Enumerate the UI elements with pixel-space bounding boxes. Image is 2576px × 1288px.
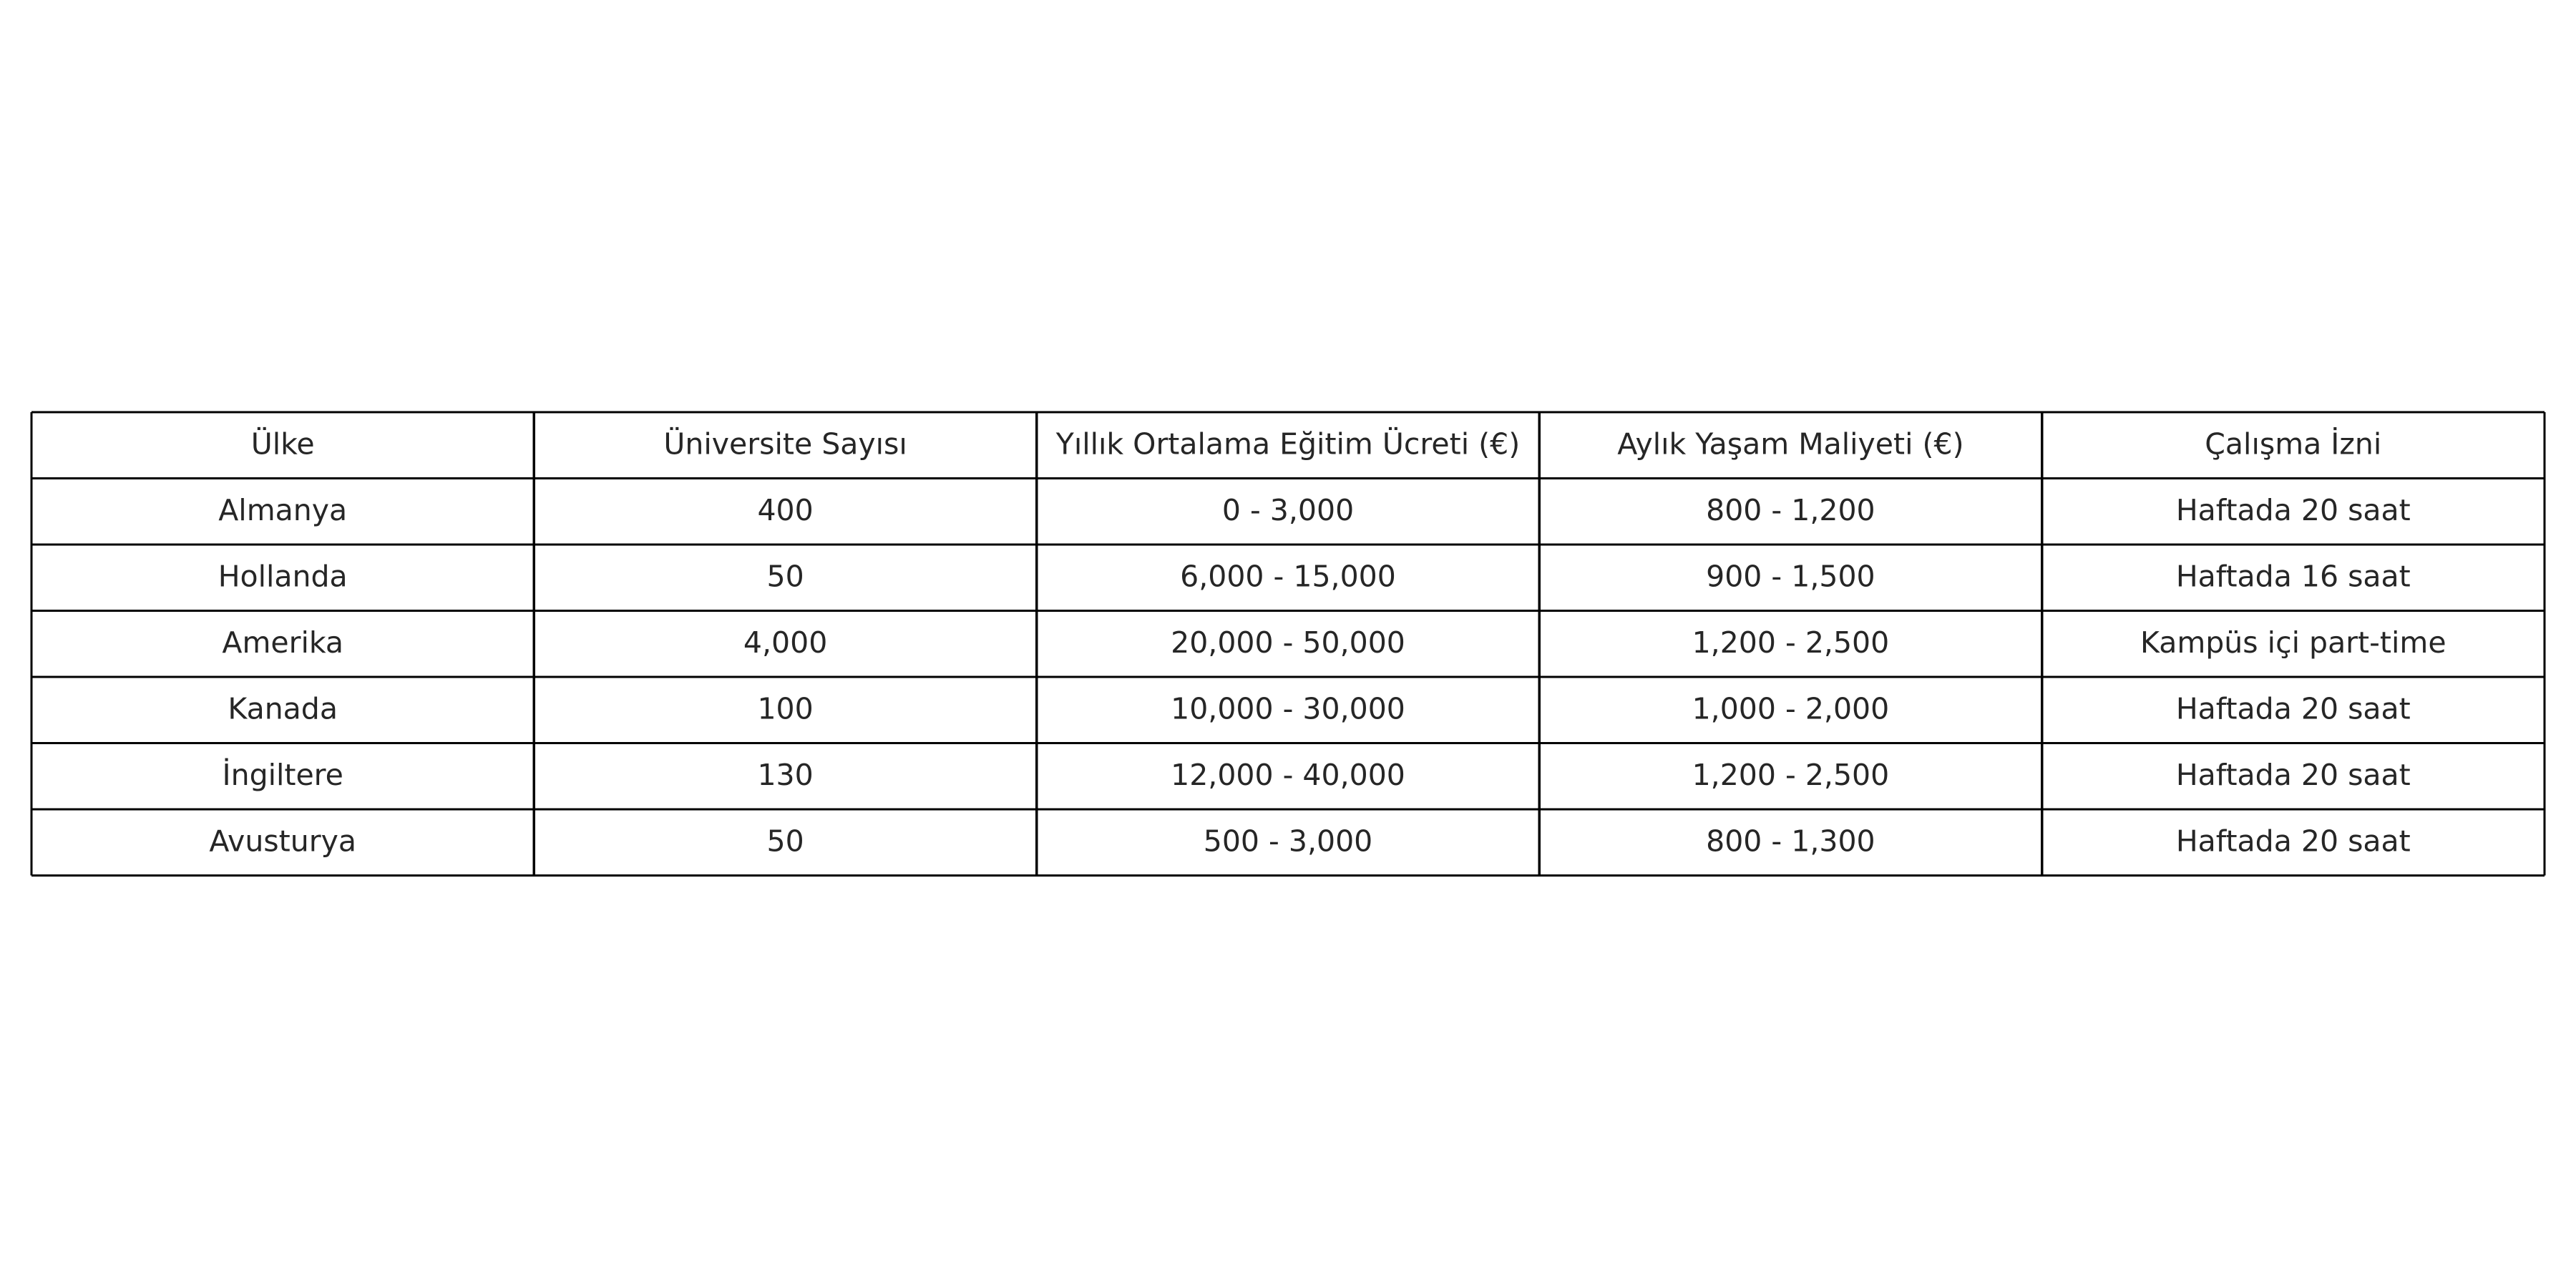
table-cell: Haftada 20 saat <box>2175 757 2411 792</box>
table-cell: 50 <box>766 824 804 859</box>
header-cell: Çalışma İzni <box>2205 426 2382 462</box>
table-cell: 50 <box>766 559 804 594</box>
table-cell: 800 - 1,200 <box>1706 492 1875 527</box>
header-cell: Ülke <box>250 426 315 462</box>
table-cell: 10,000 - 30,000 <box>1171 691 1405 726</box>
table-cell: 130 <box>757 757 814 792</box>
table-cell: Kampüs içi part-time <box>2140 625 2446 660</box>
table-cell: Avusturya <box>209 824 356 859</box>
table-cell: 400 <box>757 492 814 527</box>
table-cell: 12,000 - 40,000 <box>1171 757 1405 792</box>
table-cell: 800 - 1,300 <box>1706 824 1875 859</box>
table-cell: 20,000 - 50,000 <box>1171 625 1405 660</box>
table-cell: Haftada 16 saat <box>2175 559 2411 594</box>
table-cell: 500 - 3,000 <box>1203 824 1373 859</box>
table-cell: 900 - 1,500 <box>1706 559 1875 594</box>
table-cell: Hollanda <box>218 559 348 594</box>
table-cell: 1,200 - 2,500 <box>1692 625 1890 660</box>
table-cell: Kanada <box>228 691 338 726</box>
table-cell: 1,200 - 2,500 <box>1692 757 1890 792</box>
header-cell: Yıllık Ortalama Eğitim Ücreti (€) <box>1055 426 1521 462</box>
table-cell: Almanya <box>218 492 348 527</box>
header-cell: Üniversite Sayısı <box>663 426 907 462</box>
table-cell: Amerika <box>222 625 344 660</box>
table-cell: İngiltere <box>222 757 343 792</box>
table-cell: 1,000 - 2,000 <box>1692 691 1890 726</box>
table-cell: 100 <box>757 691 814 726</box>
table-cell: Haftada 20 saat <box>2175 691 2411 726</box>
table-cell: 6,000 - 15,000 <box>1180 559 1396 594</box>
table-cell: 0 - 3,000 <box>1221 492 1355 527</box>
table-cell: Haftada 20 saat <box>2175 824 2411 859</box>
table-cell: Haftada 20 saat <box>2175 492 2411 527</box>
header-cell: Aylık Yaşam Maliyeti (€) <box>1617 426 1964 462</box>
table-cell: 4,000 <box>743 625 828 660</box>
